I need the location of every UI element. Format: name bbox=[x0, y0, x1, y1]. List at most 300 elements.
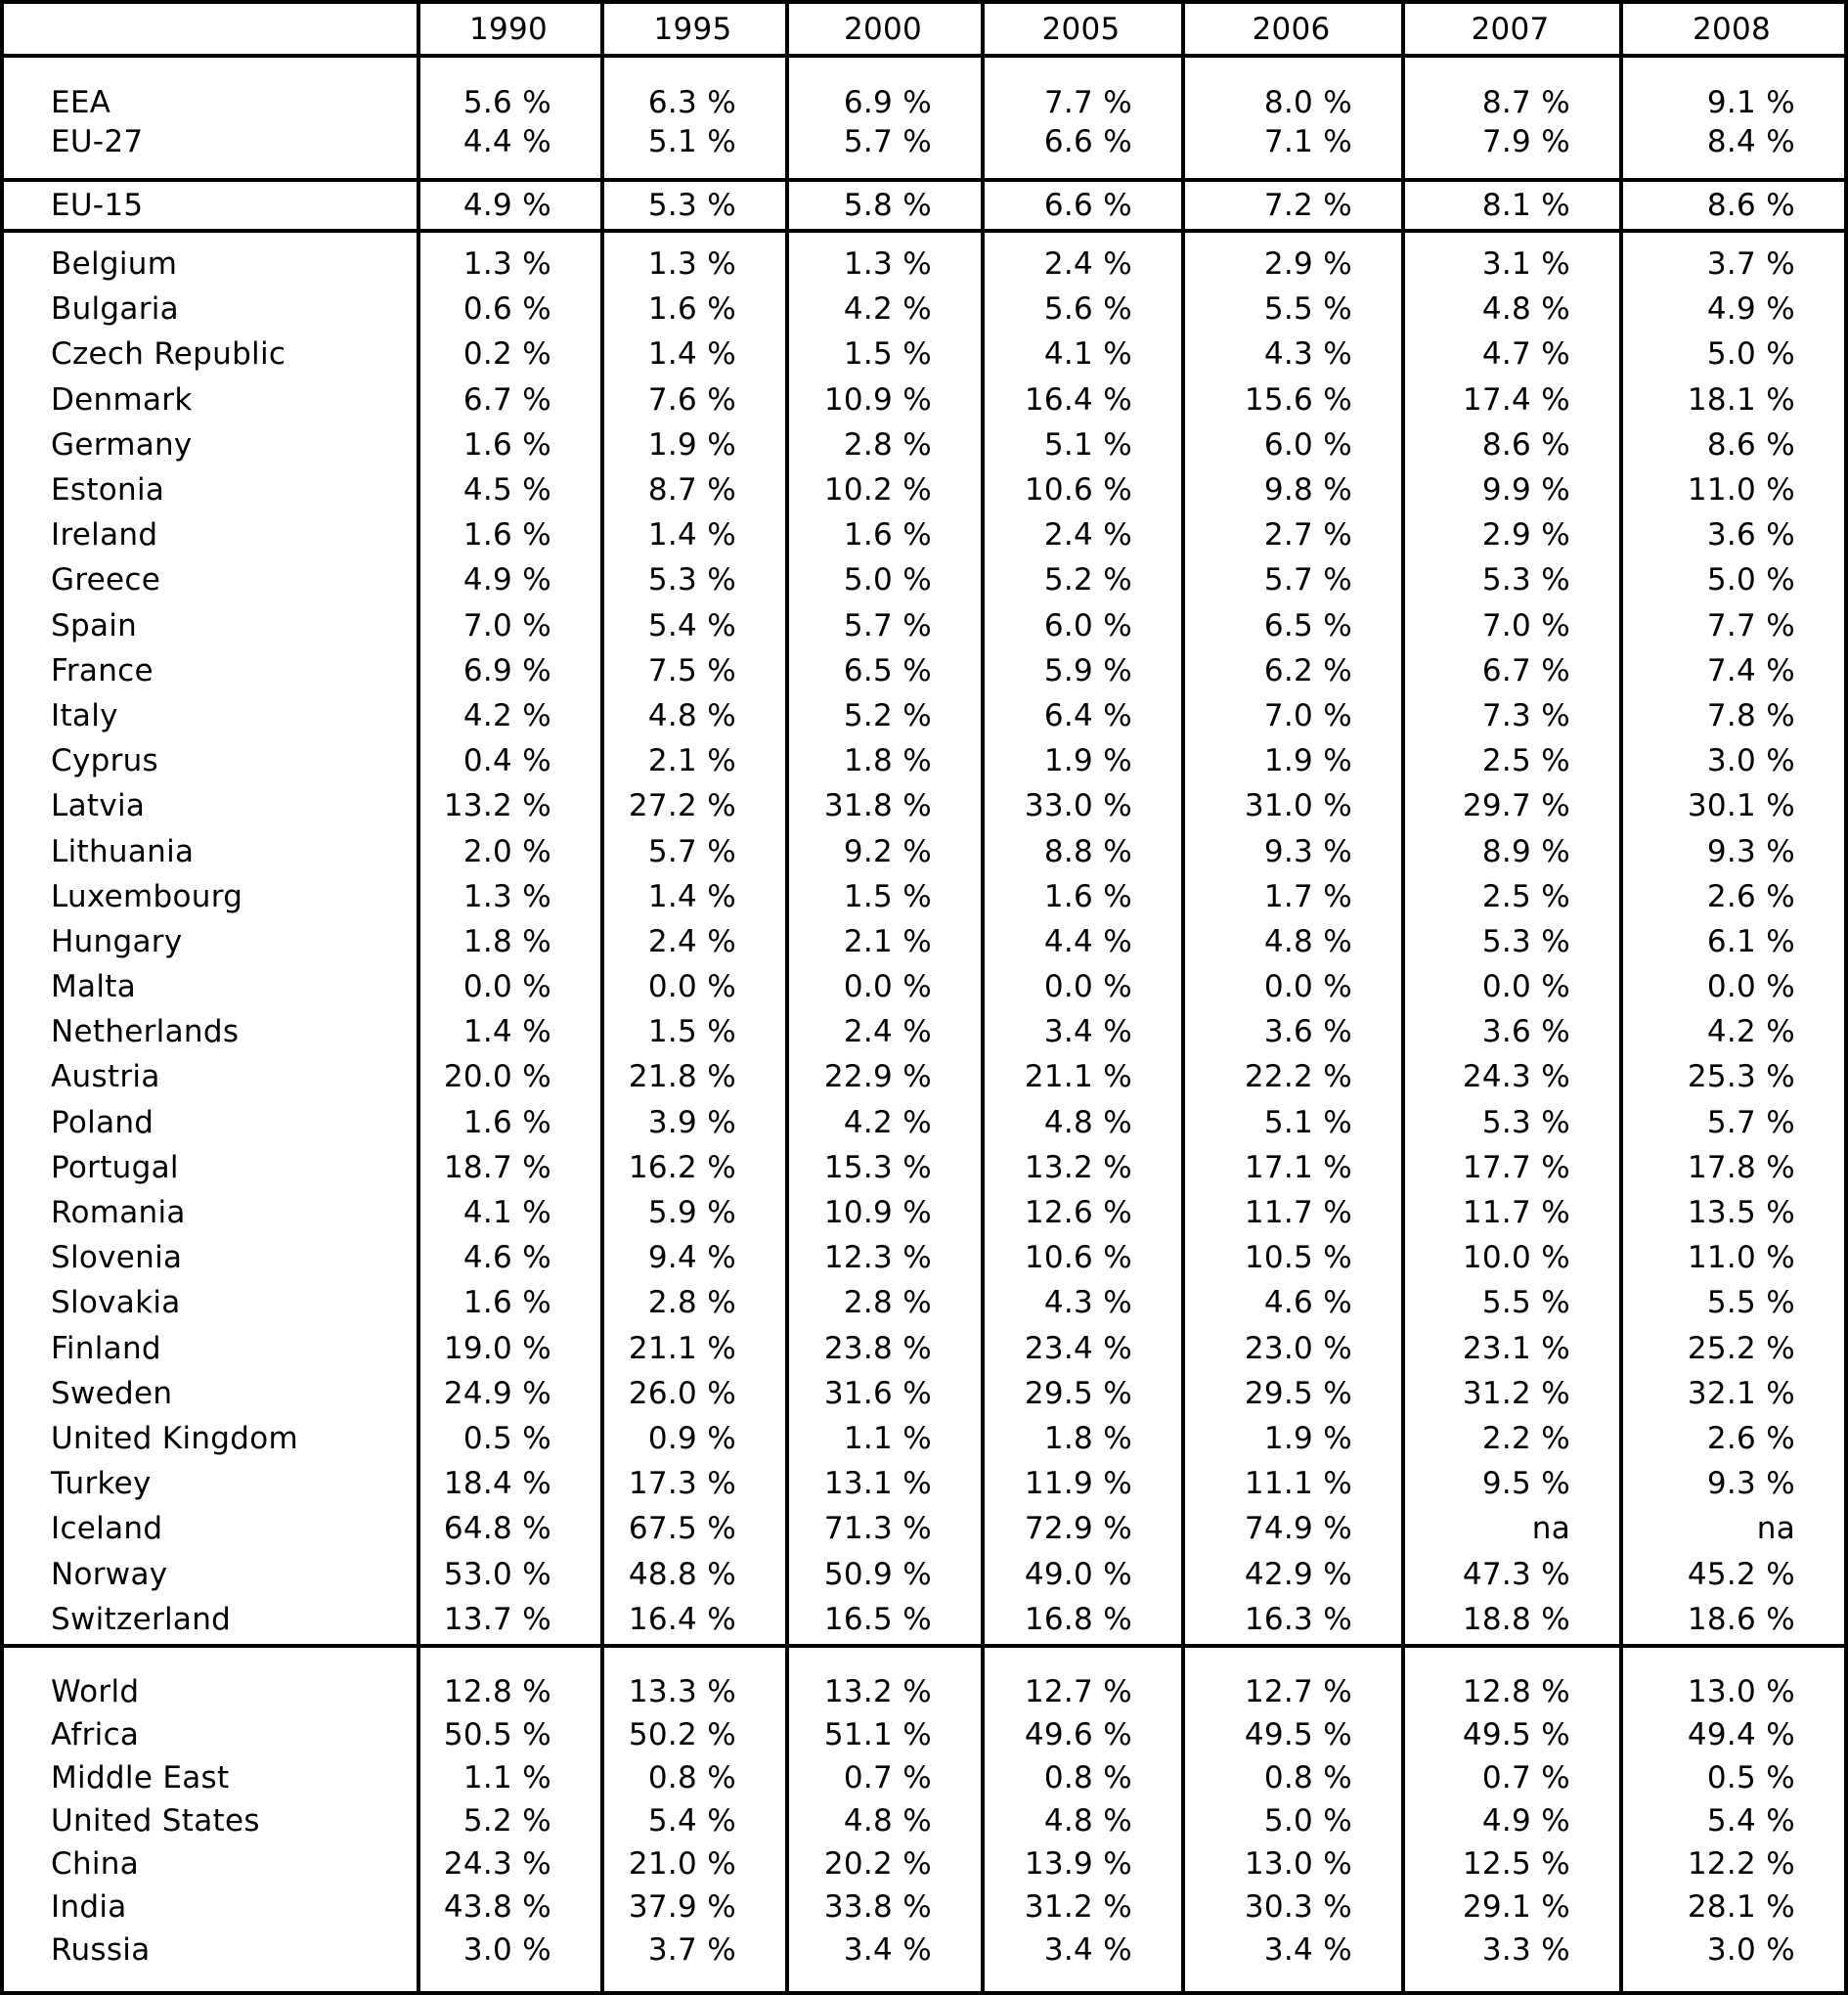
cell-value: 8.7 % bbox=[1481, 85, 1570, 120]
cell-value: 2.2 % bbox=[1481, 1420, 1570, 1456]
cell-value: 4.2 % bbox=[843, 1104, 932, 1140]
cell-value: 10.6 % bbox=[1024, 472, 1132, 509]
cell-value: 15.3 % bbox=[823, 1149, 932, 1185]
cell-value: 8.1 % bbox=[1481, 188, 1570, 223]
cell-value: 5.8 % bbox=[843, 188, 932, 223]
cell-value: 4.8 % bbox=[843, 1803, 932, 1839]
table-row-ireland bbox=[4, 512, 1844, 557]
table-row-poland bbox=[4, 1100, 1844, 1145]
cell-value: 4.7 % bbox=[1481, 336, 1570, 373]
cell-value: 23.4 % bbox=[1024, 1330, 1132, 1366]
cell-value: 49.5 % bbox=[1244, 1717, 1352, 1752]
column-divider bbox=[600, 4, 604, 1991]
row-label: United Kingdom bbox=[51, 1420, 299, 1456]
column-header-year: 2006 bbox=[1252, 11, 1331, 47]
cell-value: 0.0 % bbox=[462, 969, 551, 1005]
cell-value: 4.9 % bbox=[462, 562, 551, 598]
cell-value: 0.6 % bbox=[462, 291, 551, 328]
cell-value: 11.7 % bbox=[1462, 1195, 1570, 1231]
row-label: Netherlands bbox=[51, 1014, 240, 1050]
row-label: Belgium bbox=[51, 246, 178, 283]
cell-value: 0.7 % bbox=[1481, 1760, 1570, 1796]
cell-value: 4.8 % bbox=[1043, 1803, 1132, 1839]
cell-value: 3.7 % bbox=[1706, 246, 1795, 283]
table-row-world bbox=[4, 1670, 1844, 1713]
group-eu15 bbox=[4, 182, 1844, 229]
table-row-africa bbox=[4, 1713, 1844, 1756]
cell-value: 13.3 % bbox=[628, 1674, 736, 1709]
table-row-germany bbox=[4, 422, 1844, 467]
table-row-czech-republic bbox=[4, 332, 1844, 377]
cell-value: 0.5 % bbox=[462, 1420, 551, 1456]
cell-value: 2.6 % bbox=[1706, 1420, 1795, 1456]
row-label: Finland bbox=[51, 1330, 161, 1366]
cell-value: 0.4 % bbox=[462, 743, 551, 779]
cell-value: 1.9 % bbox=[647, 426, 736, 463]
cell-value: 1.8 % bbox=[843, 743, 932, 779]
cell-value: 5.7 % bbox=[1706, 1104, 1795, 1140]
row-label: Iceland bbox=[51, 1511, 163, 1547]
cell-value: 6.7 % bbox=[462, 381, 551, 418]
cell-value: 21.8 % bbox=[628, 1059, 736, 1095]
row-label: Sweden bbox=[51, 1375, 173, 1411]
cell-value: 7.7 % bbox=[1043, 85, 1132, 120]
cell-value: 5.3 % bbox=[1481, 562, 1570, 598]
table-row-latvia bbox=[4, 783, 1844, 828]
cell-value: 1.9 % bbox=[1263, 1420, 1352, 1456]
cell-value: 1.3 % bbox=[843, 246, 932, 283]
cell-value: 2.1 % bbox=[647, 743, 736, 779]
cell-value: 7.9 % bbox=[1481, 124, 1570, 159]
cell-value: 31.8 % bbox=[823, 788, 932, 824]
row-label: World bbox=[51, 1674, 140, 1709]
row-label: Austria bbox=[51, 1059, 160, 1095]
table-row-romania bbox=[4, 1190, 1844, 1235]
cell-value: 5.4 % bbox=[647, 1803, 736, 1839]
cell-value: 16.2 % bbox=[628, 1149, 736, 1185]
cell-value: 1.6 % bbox=[462, 426, 551, 463]
cell-value: 7.2 % bbox=[1263, 188, 1352, 223]
cell-value: 5.7 % bbox=[1263, 562, 1352, 598]
cell-value: 1.3 % bbox=[462, 246, 551, 283]
cell-value: 7.4 % bbox=[1706, 652, 1795, 688]
cell-value: 49.6 % bbox=[1024, 1717, 1132, 1752]
table-row-united-kingdom bbox=[4, 1416, 1844, 1461]
cell-value: 29.7 % bbox=[1462, 788, 1570, 824]
row-label: Cyprus bbox=[51, 743, 159, 779]
cell-value: 17.3 % bbox=[628, 1466, 736, 1502]
cell-value: 1.4 % bbox=[462, 1014, 551, 1050]
cell-value: 33.0 % bbox=[1024, 788, 1132, 824]
column-divider bbox=[1181, 4, 1185, 1991]
cell-value: 4.1 % bbox=[1043, 336, 1132, 373]
cell-value: 17.4 % bbox=[1462, 381, 1570, 418]
cell-value: 0.2 % bbox=[462, 336, 551, 373]
row-label: Romania bbox=[51, 1195, 186, 1231]
cell-value: 17.1 % bbox=[1244, 1149, 1352, 1185]
row-label: Slovakia bbox=[51, 1285, 181, 1321]
cell-value: 10.2 % bbox=[823, 472, 932, 509]
column-divider bbox=[417, 4, 420, 1991]
cell-value: 27.2 % bbox=[628, 788, 736, 824]
cell-value: 9.1 % bbox=[1706, 85, 1795, 120]
cell-value: 23.8 % bbox=[823, 1330, 932, 1366]
cell-value: 6.9 % bbox=[462, 652, 551, 688]
cell-value: 11.1 % bbox=[1244, 1466, 1352, 1502]
cell-value: 13.7 % bbox=[443, 1601, 551, 1637]
table-row-bulgaria bbox=[4, 287, 1844, 332]
group-countries bbox=[4, 233, 1844, 1644]
row-label: Portugal bbox=[51, 1149, 179, 1185]
cell-value: 10.9 % bbox=[823, 1195, 932, 1231]
table-row-norway bbox=[4, 1551, 1844, 1596]
cell-value: 1.1 % bbox=[462, 1760, 551, 1796]
cell-value: 0.0 % bbox=[1043, 969, 1132, 1005]
row-label: Denmark bbox=[51, 381, 193, 418]
cell-value: 2.8 % bbox=[647, 1285, 736, 1321]
cell-value: 3.0 % bbox=[462, 1932, 551, 1968]
cell-value: 43.8 % bbox=[443, 1889, 551, 1925]
cell-value: 4.4 % bbox=[462, 124, 551, 159]
cell-value: 32.1 % bbox=[1687, 1375, 1795, 1411]
cell-value: 4.3 % bbox=[1043, 1285, 1132, 1321]
cell-value: 10.9 % bbox=[823, 381, 932, 418]
cell-value: 7.8 % bbox=[1706, 697, 1795, 733]
cell-value: 15.6 % bbox=[1244, 381, 1352, 418]
cell-value: 51.1 % bbox=[823, 1717, 932, 1752]
table-row-middle-east bbox=[4, 1756, 1844, 1799]
cell-value: 6.6 % bbox=[1043, 188, 1132, 223]
cell-value: 10.6 % bbox=[1024, 1240, 1132, 1276]
cell-value: 18.7 % bbox=[443, 1149, 551, 1185]
table-row-slovenia bbox=[4, 1235, 1844, 1280]
cell-value: 1.6 % bbox=[843, 517, 932, 554]
row-label: Bulgaria bbox=[51, 291, 179, 328]
cell-value: 31.0 % bbox=[1244, 788, 1352, 824]
table-row-eu-15 bbox=[4, 182, 1844, 229]
cell-value: 4.1 % bbox=[462, 1195, 551, 1231]
cell-value: 5.7 % bbox=[647, 833, 736, 869]
cell-value: 9.9 % bbox=[1481, 472, 1570, 509]
cell-value: 22.9 % bbox=[823, 1059, 932, 1095]
cell-value: 5.7 % bbox=[843, 607, 932, 643]
row-label: Estonia bbox=[51, 472, 165, 509]
cell-value: 5.3 % bbox=[1481, 923, 1570, 959]
cell-value: 12.3 % bbox=[823, 1240, 932, 1276]
cell-value: 7.6 % bbox=[647, 381, 736, 418]
column-header-year: 2000 bbox=[843, 11, 923, 47]
cell-value: 64.8 % bbox=[443, 1511, 551, 1547]
cell-value: 5.0 % bbox=[1263, 1803, 1352, 1839]
cell-value: 10.5 % bbox=[1244, 1240, 1352, 1276]
cell-value: 7.0 % bbox=[462, 607, 551, 643]
cell-value: 5.4 % bbox=[647, 607, 736, 643]
cell-value: 12.5 % bbox=[1462, 1846, 1570, 1882]
cell-value: 0.5 % bbox=[1706, 1760, 1795, 1796]
cell-value: 12.7 % bbox=[1024, 1674, 1132, 1709]
cell-value: 48.8 % bbox=[628, 1556, 736, 1592]
cell-value: 6.9 % bbox=[843, 85, 932, 120]
cell-value: 1.4 % bbox=[647, 878, 736, 914]
cell-value: 24.3 % bbox=[443, 1846, 551, 1882]
cell-value: 6.5 % bbox=[1263, 607, 1352, 643]
cell-value: 8.9 % bbox=[1481, 833, 1570, 869]
table-row-turkey bbox=[4, 1461, 1844, 1506]
cell-value: 2.4 % bbox=[647, 923, 736, 959]
cell-value: 0.0 % bbox=[1263, 969, 1352, 1005]
cell-value: 1.6 % bbox=[1043, 878, 1132, 914]
row-label: Africa bbox=[51, 1717, 140, 1752]
cell-value: 2.6 % bbox=[1706, 878, 1795, 914]
cell-value: 12.8 % bbox=[1462, 1674, 1570, 1709]
cell-value: 19.0 % bbox=[443, 1330, 551, 1366]
row-label: Switzerland bbox=[51, 1601, 232, 1637]
cell-value: 50.2 % bbox=[628, 1717, 736, 1752]
cell-value: 23.0 % bbox=[1244, 1330, 1352, 1366]
cell-value: 29.5 % bbox=[1244, 1375, 1352, 1411]
cell-value: na bbox=[1531, 1511, 1570, 1547]
table-row-italy bbox=[4, 693, 1844, 738]
cell-value: 5.9 % bbox=[647, 1195, 736, 1231]
cell-value: 10.0 % bbox=[1462, 1240, 1570, 1276]
cell-value: 9.4 % bbox=[647, 1240, 736, 1276]
cell-value: 3.1 % bbox=[1481, 246, 1570, 283]
cell-value: 72.9 % bbox=[1024, 1511, 1132, 1547]
row-label: Luxembourg bbox=[51, 878, 243, 914]
cell-value: 2.4 % bbox=[1043, 517, 1132, 554]
cell-value: 18.4 % bbox=[443, 1466, 551, 1502]
row-label: Middle East bbox=[51, 1760, 230, 1796]
cell-value: 12.7 % bbox=[1244, 1674, 1352, 1709]
cell-value: 5.0 % bbox=[1706, 336, 1795, 373]
cell-value: 3.4 % bbox=[843, 1932, 932, 1968]
cell-value: 1.7 % bbox=[1263, 878, 1352, 914]
group-world-regions bbox=[4, 1648, 1844, 1993]
cell-value: 4.9 % bbox=[1481, 1803, 1570, 1839]
cell-value: 5.1 % bbox=[1043, 426, 1132, 463]
cell-value: 4.3 % bbox=[1263, 336, 1352, 373]
table-row-belgium bbox=[4, 242, 1844, 287]
table-row-malta bbox=[4, 964, 1844, 1009]
cell-value: 1.4 % bbox=[647, 517, 736, 554]
row-label: Turkey bbox=[51, 1466, 152, 1502]
table-row-cyprus bbox=[4, 738, 1844, 783]
cell-value: 4.5 % bbox=[462, 472, 551, 509]
cell-value: 0.0 % bbox=[647, 969, 736, 1005]
cell-value: 2.4 % bbox=[1043, 246, 1132, 283]
header-row bbox=[4, 4, 1844, 54]
column-divider bbox=[1401, 4, 1405, 1991]
table-row-china bbox=[4, 1842, 1844, 1885]
cell-value: 16.8 % bbox=[1024, 1601, 1132, 1637]
cell-value: 50.5 % bbox=[443, 1717, 551, 1752]
cell-value: 7.0 % bbox=[1481, 607, 1570, 643]
cell-value: 5.5 % bbox=[1706, 1285, 1795, 1321]
row-label: Latvia bbox=[51, 788, 146, 824]
row-label: China bbox=[51, 1846, 140, 1882]
cell-value: 0.8 % bbox=[1043, 1760, 1132, 1796]
cell-value: 25.2 % bbox=[1687, 1330, 1795, 1366]
row-label: Norway bbox=[51, 1556, 168, 1592]
cell-value: 0.7 % bbox=[843, 1760, 932, 1796]
cell-value: 4.9 % bbox=[1706, 291, 1795, 328]
cell-value: 9.3 % bbox=[1706, 1466, 1795, 1502]
cell-value: 4.2 % bbox=[462, 697, 551, 733]
column-divider bbox=[981, 4, 985, 1991]
cell-value: 5.6 % bbox=[462, 85, 551, 120]
cell-value: 0.9 % bbox=[647, 1420, 736, 1456]
cell-value: 5.1 % bbox=[1263, 1104, 1352, 1140]
cell-value: 5.7 % bbox=[843, 124, 932, 159]
cell-value: 6.7 % bbox=[1481, 652, 1570, 688]
cell-value: 5.5 % bbox=[1263, 291, 1352, 328]
cell-value: 6.3 % bbox=[647, 85, 736, 120]
cell-value: 2.1 % bbox=[843, 923, 932, 959]
cell-value: 9.5 % bbox=[1481, 1466, 1570, 1502]
cell-value: 5.2 % bbox=[1043, 562, 1132, 598]
table-row-finland bbox=[4, 1326, 1844, 1371]
cell-value: 3.4 % bbox=[1043, 1932, 1132, 1968]
table-row-iceland bbox=[4, 1506, 1844, 1551]
table-row-russia bbox=[4, 1928, 1844, 1972]
cell-value: 47.3 % bbox=[1462, 1556, 1570, 1592]
cell-value: 4.8 % bbox=[1043, 1104, 1132, 1140]
cell-value: 1.6 % bbox=[647, 291, 736, 328]
cell-value: 37.9 % bbox=[628, 1889, 736, 1925]
cell-value: 5.6 % bbox=[1043, 291, 1132, 328]
cell-value: 49.4 % bbox=[1687, 1717, 1795, 1752]
row-label: France bbox=[51, 652, 154, 688]
table-row-denmark bbox=[4, 377, 1844, 422]
table-row-lithuania bbox=[4, 828, 1844, 873]
table-row-austria bbox=[4, 1054, 1844, 1099]
cell-value: 8.6 % bbox=[1706, 188, 1795, 223]
cell-value: 53.0 % bbox=[443, 1556, 551, 1592]
cell-value: 29.1 % bbox=[1462, 1889, 1570, 1925]
row-label: Spain bbox=[51, 607, 138, 643]
cell-value: 23.1 % bbox=[1462, 1330, 1570, 1366]
cell-value: 2.5 % bbox=[1481, 878, 1570, 914]
cell-value: 5.3 % bbox=[1481, 1104, 1570, 1140]
row-label: Poland bbox=[51, 1104, 154, 1140]
cell-value: 1.6 % bbox=[462, 1104, 551, 1140]
cell-value: 1.9 % bbox=[1263, 743, 1352, 779]
cell-value: 4.8 % bbox=[1263, 923, 1352, 959]
table-row-sweden bbox=[4, 1371, 1844, 1416]
cell-value: 31.6 % bbox=[823, 1375, 932, 1411]
cell-value: 1.5 % bbox=[843, 336, 932, 373]
cell-value: 8.8 % bbox=[1043, 833, 1132, 869]
cell-value: 1.8 % bbox=[1043, 1420, 1132, 1456]
row-label: EEA bbox=[51, 85, 111, 120]
cell-value: 50.9 % bbox=[823, 1556, 932, 1592]
cell-value: 13.0 % bbox=[1244, 1846, 1352, 1882]
cell-value: 1.1 % bbox=[843, 1420, 932, 1456]
cell-value: 49.5 % bbox=[1462, 1717, 1570, 1752]
cell-value: 1.6 % bbox=[462, 1285, 551, 1321]
table-row-eu-27 bbox=[4, 122, 1844, 161]
column-header-year: 1995 bbox=[653, 11, 732, 47]
cell-value: 6.2 % bbox=[1263, 652, 1352, 688]
cell-value: 4.2 % bbox=[843, 291, 932, 328]
table-row-india bbox=[4, 1885, 1844, 1928]
cell-value: 33.8 % bbox=[823, 1889, 932, 1925]
cell-value: 1.9 % bbox=[1043, 743, 1132, 779]
cell-value: 7.5 % bbox=[647, 652, 736, 688]
row-label: India bbox=[51, 1889, 127, 1925]
cell-value: 1.3 % bbox=[462, 878, 551, 914]
cell-value: 1.8 % bbox=[462, 923, 551, 959]
table-row-luxembourg bbox=[4, 874, 1844, 919]
cell-value: 17.7 % bbox=[1462, 1149, 1570, 1185]
cell-value: 3.0 % bbox=[1706, 1932, 1795, 1968]
cell-value: 3.9 % bbox=[647, 1104, 736, 1140]
cell-value: 28.1 % bbox=[1687, 1889, 1795, 1925]
cell-value: 4.8 % bbox=[1481, 291, 1570, 328]
cell-value: 3.3 % bbox=[1481, 1932, 1570, 1968]
cell-value: 1.5 % bbox=[647, 1014, 736, 1050]
cell-value: 2.8 % bbox=[843, 1285, 932, 1321]
cell-value: 17.8 % bbox=[1687, 1149, 1795, 1185]
cell-value: 26.0 % bbox=[628, 1375, 736, 1411]
cell-value: 6.6 % bbox=[1043, 124, 1132, 159]
cell-value: 31.2 % bbox=[1024, 1889, 1132, 1925]
cell-value: 29.5 % bbox=[1024, 1375, 1132, 1411]
row-label: United States bbox=[51, 1803, 260, 1839]
cell-value: 8.7 % bbox=[647, 472, 736, 509]
row-label: Hungary bbox=[51, 923, 183, 959]
cell-value: 8.0 % bbox=[1263, 85, 1352, 120]
table-row-estonia bbox=[4, 467, 1844, 512]
cell-value: 4.4 % bbox=[1043, 923, 1132, 959]
cell-value: 13.0 % bbox=[1687, 1674, 1795, 1709]
column-divider bbox=[785, 4, 789, 1991]
cell-value: 5.3 % bbox=[647, 188, 736, 223]
table-row-spain bbox=[4, 603, 1844, 648]
table-row-slovakia bbox=[4, 1280, 1844, 1325]
cell-value: 5.9 % bbox=[1043, 652, 1132, 688]
cell-value: 49.0 % bbox=[1024, 1556, 1132, 1592]
cell-value: 1.6 % bbox=[462, 517, 551, 554]
cell-value: 0.0 % bbox=[843, 969, 932, 1005]
cell-value: 13.2 % bbox=[823, 1674, 932, 1709]
cell-value: na bbox=[1756, 1511, 1795, 1547]
cell-value: 16.5 % bbox=[823, 1601, 932, 1637]
cell-value: 3.7 % bbox=[647, 1932, 736, 1968]
cell-value: 42.9 % bbox=[1244, 1556, 1352, 1592]
cell-value: 6.5 % bbox=[843, 652, 932, 688]
cell-value: 7.3 % bbox=[1481, 697, 1570, 733]
cell-value: 3.6 % bbox=[1706, 517, 1795, 554]
cell-value: 5.4 % bbox=[1706, 1803, 1795, 1839]
cell-value: 2.0 % bbox=[462, 833, 551, 869]
column-divider bbox=[1619, 4, 1623, 1991]
row-label: Ireland bbox=[51, 517, 158, 554]
cell-value: 4.9 % bbox=[462, 188, 551, 223]
cell-value: 11.0 % bbox=[1687, 472, 1795, 509]
row-label: Russia bbox=[51, 1932, 151, 1968]
cell-value: 20.0 % bbox=[443, 1059, 551, 1095]
cell-value: 8.6 % bbox=[1706, 426, 1795, 463]
cell-value: 25.3 % bbox=[1687, 1059, 1795, 1095]
row-label: Czech Republic bbox=[51, 336, 286, 373]
cell-value: 5.3 % bbox=[647, 562, 736, 598]
cell-value: 11.9 % bbox=[1024, 1466, 1132, 1502]
cell-value: 13.2 % bbox=[1024, 1149, 1132, 1185]
cell-value: 6.0 % bbox=[1263, 426, 1352, 463]
cell-value: 3.0 % bbox=[1706, 743, 1795, 779]
cell-value: 30.1 % bbox=[1687, 788, 1795, 824]
